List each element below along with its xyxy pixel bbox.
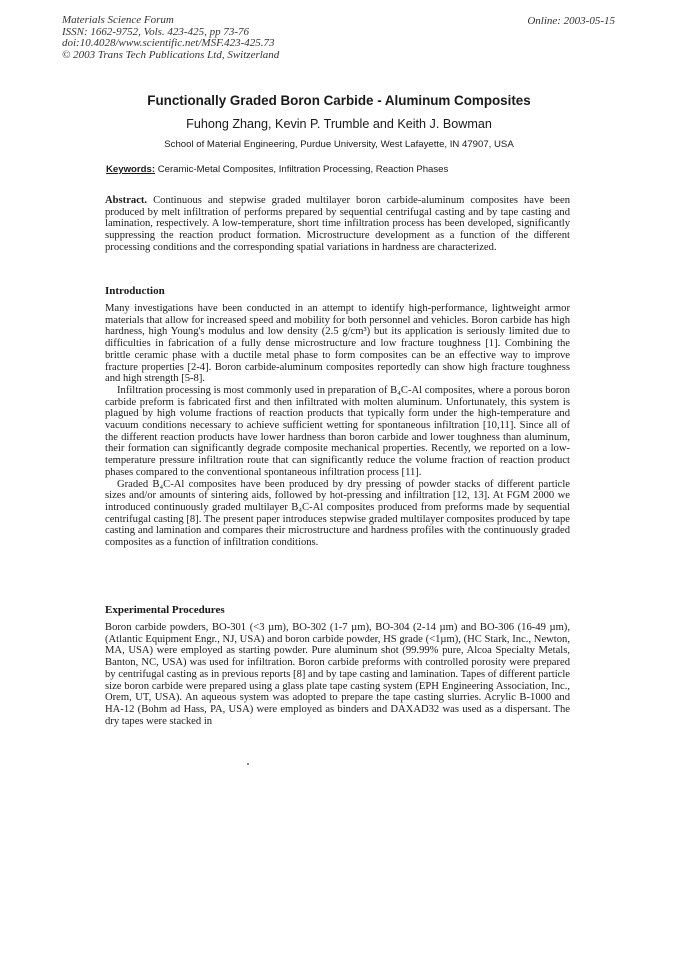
doi-line: doi:10.4028/www.scientific.net/MSF.423-425.73	[62, 37, 275, 49]
keywords-label: Keywords:	[106, 164, 156, 175]
introduction-body	[105, 303, 570, 549]
abstract	[105, 195, 570, 254]
experimental-heading: Experimental Procedures	[105, 604, 225, 616]
keywords	[106, 164, 448, 175]
journal-name: Materials Science Forum	[62, 14, 174, 26]
paper-affiliation: School of Material Engineering, Purdue University, West Lafayette, IN 47907, USA	[164, 139, 514, 150]
journal-header	[62, 15, 279, 61]
intro-paragraph-1: Many investigations have been conducted in an attempt to identify high-performance, lightweight armor materials that allow for increased speed and mobility for both personnel and vehicles. Boron carbide has high hardness, high Young's modulus and low density (2.5 g/cm³) but its application is seriously limited due to difficulties in fabrication of a fully dense microstructure and low fracture toughness [1]. Combining the brittle ceramic phase with a ductile metal phase to form composites can be an effective way to improve fracture properties [2-4]. Boron carbide-aluminum composites reportedly can show high fracture toughness and high strength [5-8].	[105, 303, 570, 385]
experimental-paragraph: Boron carbide powders, BO-301 (<3 µm), BO-302 (1-7 µm), BO-304 (2-14 µm) and BO-306 (16-49 µm), (Atlantic Equipment Engr., NJ, USA) and boron carbide powder, HS grade (<1µm), (HC Stark, Inc., Newton, MA, USA) were employed as starting powder. Pure aluminum shot (99.99% pure, Alcoa Specialty Metals, Banton, NC, USA) was used for infiltration. Boron carbide preforms with controlled porosity were prepared by centrifugal casting as in previous reports [8] and by tape casting and lamination. Tapes of different particle size boron carbide were prepared using a glass plate tape casting system (EPH Engineering Association, Inc., Orem, UT, USA). An aqueous system was adopted to prepare the tape casting slurries. Acrylic B-1000 and HA-12 (Bohm ad Hass, PA, USA) were employed as binders and DAXAD32 was used as a dispersant. The dry tapes were stacked in	[105, 622, 570, 727]
scan-speck	[247, 763, 249, 765]
intro-paragraph-2: Infiltration processing is most commonly used in preparation of B₄C-Al composites, where a porous boron carbide preform is fabricated first and then infiltrated with molten aluminum. Unfortunately, this system is plagued by high volume fractions of reaction products that typically form under the high-temperature and vacuum conditions necessary to achieve sufficient wetting for spontaneous infiltration [10,11]. Since all of the different reaction products have lower hardness than boron carbide and lower toughness than aluminum, their formation can significantly degrade composite mechanical properties. Recently, we reported on a low-temperature pressure infiltration route that can significantly reduce the volume fraction of reaction product phases compared to the conventional spontaneous infiltration process [11].	[105, 384, 570, 478]
online-date: Online: 2003-05-15	[527, 15, 615, 27]
abstract-text: Continuous and stepwise graded multilayer boron carbide-aluminum composites have been produced by melt infiltration of performs prepared by sequential centrifugal casting and by tape casting and lamination, respectively. A low-temperature, short time infiltration process has been developed, significantly suppressing the reaction product formation. Microstructure development as a function of the different processing conditions and the corresponding spatial variations in hardness are characterized.	[105, 195, 570, 253]
keywords-text: Ceramic-Metal Composites, Infiltration Processing, Reaction Phases	[157, 164, 449, 175]
experimental-body	[105, 622, 570, 727]
issn-line: ISSN: 1662-9752, Vols. 423-425, pp 73-76	[62, 25, 249, 38]
paper-authors: Fuhong Zhang, Kevin P. Trumble and Keith J. Bowman	[186, 117, 492, 131]
introduction-heading: Introduction	[105, 285, 165, 297]
copyright-line: © 2003 Trans Tech Publications Ltd, Switzerland	[62, 48, 280, 61]
paper-title: Functionally Graded Boron Carbide - Aluminum Composites	[147, 93, 531, 108]
abstract-label: Abstract.	[105, 195, 148, 206]
intro-paragraph-3: Graded B₄C-Al composites have been produced by dry pressing of powder stacks of different particle sizes and/or amounts of sintering aids, followed by hot-pressing and infiltration [12, 13]. At FGM 2000 we introduced continuously graded multilayer B₄C-Al composites produced from preforms made by sequential centrifugal casting [8]. The present paper introduces stepwise graded multilayer composites produced by tape casting and lamination and compares their microstructure and hardness profiles with the continuously graded composites as a function of infiltration conditions.	[105, 478, 570, 549]
